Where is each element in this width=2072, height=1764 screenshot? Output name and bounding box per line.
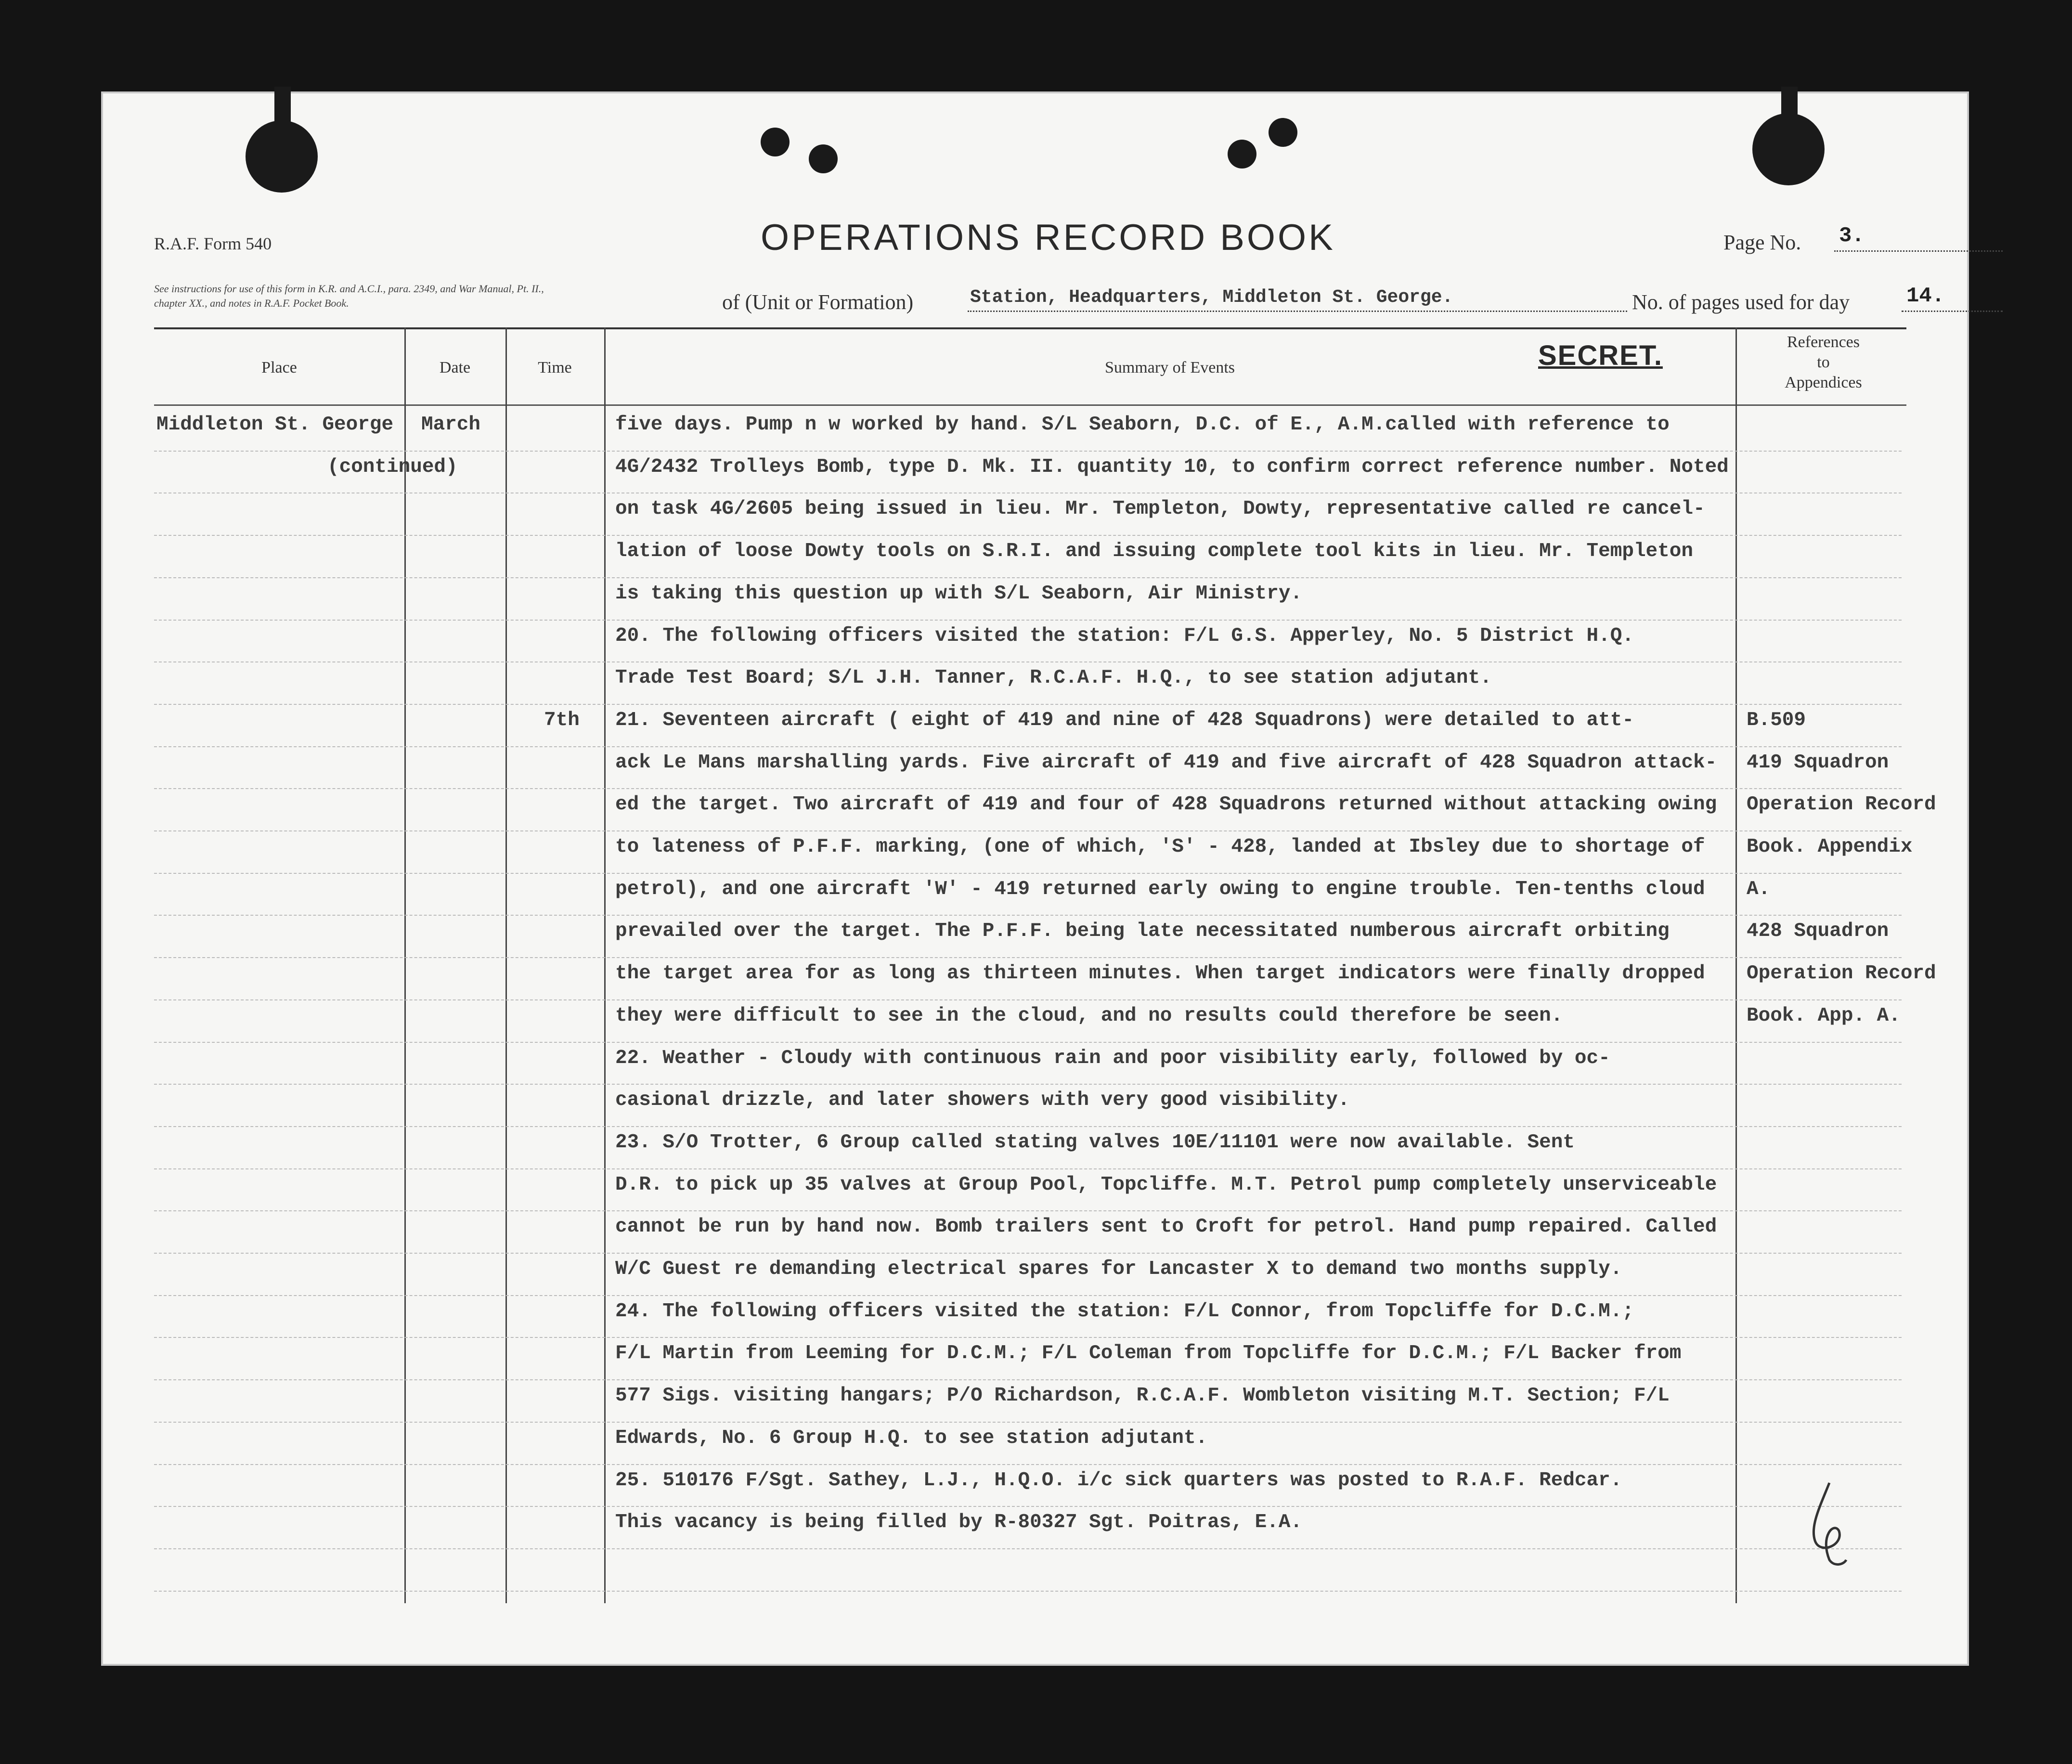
ruled-line: [154, 577, 1902, 578]
ruled-line: [154, 451, 1902, 452]
reference-entry: Book. App. A.: [1747, 1004, 1901, 1027]
summary-line: prevailed over the target. The P.F.F. being late necessitated numberous aircraft orbiting: [615, 920, 1670, 943]
punch-hole: [1228, 140, 1256, 169]
ruled-line: [154, 1337, 1902, 1338]
column-divider: [1735, 327, 1737, 1603]
summary-line: casional drizzle, and later showers with very good visibility.: [615, 1089, 1350, 1112]
classification-stamp: SECRET.: [1538, 340, 1663, 371]
references-header-line: to: [1817, 353, 1830, 371]
place-cell: Middleton St. George: [156, 414, 394, 436]
unit-label: of (Unit or Formation): [722, 290, 914, 314]
summary-line: 20. The following officers visited the station: F/L G.S. Apperley, No. 5 District H.Q.: [615, 624, 1634, 647]
pages-used-line: [1902, 311, 2003, 312]
unit-value: Station, Headquarters, Middleton St. George.: [970, 287, 1453, 308]
ruled-line: [154, 873, 1902, 874]
pages-used-label: No. of pages used for day: [1632, 290, 1850, 314]
ruled-line: [154, 999, 1902, 1000]
summary-line: petrol), and one aircraft 'W' - 419 returned early owing to engine trouble. Ten-tenths cloud: [615, 878, 1705, 900]
summary-line: to lateness of P.F.F. marking, (one of which, 'S' - 428, landed at Ibsley due to shortage of: [615, 836, 1705, 858]
summary-line: 4G/2432 Trolleys Bomb, type D. Mk. II. quantity 10, to confirm correct reference number. Noted: [615, 455, 1729, 478]
summary-line: W/C Guest re demanding electrical spares for Lancaster X to demand two months supply.: [615, 1258, 1622, 1280]
ruled-line: [154, 1126, 1902, 1127]
ruled-line: [154, 1422, 1902, 1423]
table-top-rule: [154, 327, 1906, 329]
summary-line: 23. S/O Trotter, 6 Group called stating valves 10E/11101 were now available. Sent: [615, 1131, 1575, 1154]
ruled-line: [154, 1591, 1902, 1592]
ruled-line: [154, 788, 1902, 789]
summary-line: Edwards, No. 6 Group H.Q. to see station adjutant.: [615, 1427, 1208, 1449]
summary-line: 24. The following officers visited the station: F/L Connor, from Topcliffe for D.C.M.;: [615, 1300, 1634, 1323]
reference-entry: 419 Squadron: [1747, 751, 1889, 774]
reference-entry: Book. Appendix: [1747, 836, 1913, 858]
ruled-line: [154, 1168, 1902, 1169]
column-header-summary: Summary of Events: [1104, 359, 1235, 376]
summary-line: lation of loose Dowty tools on S.R.I. and issuing complete tool kits in lieu. Mr. Templeton: [615, 540, 1693, 563]
summary-line: 22. Weather - Cloudy with continuous rain and poor visibility early, followed by oc-: [615, 1047, 1610, 1069]
page-number-line: [1834, 250, 2003, 252]
reference-entry: A.: [1747, 878, 1771, 900]
ruled-line: [154, 620, 1902, 621]
date-cell: March: [421, 414, 481, 436]
ruled-line: [154, 1084, 1902, 1085]
summary-line: on task 4G/2605 being issued in lieu. Mr. Templeton, Dowty, representative called re cancel-: [615, 498, 1705, 520]
column-header-references: [1735, 332, 1911, 393]
unit-line: [968, 311, 1627, 312]
page-number-value: 3.: [1839, 224, 1865, 248]
form-instructions: See instructions for use of this form in K.R. and A.C.I., para. 2349, and War Manual, Pt. II., chapter XX., and notes in R.A.F. Pocket Book.: [154, 283, 544, 309]
summary-line: five days. Pump n w worked by hand. S/L Seaborn, D.C. of E., A.M.called with reference to: [615, 414, 1670, 436]
ruled-line: [154, 1379, 1902, 1380]
binder-hole-right: [1752, 113, 1825, 185]
ruled-line: [154, 957, 1902, 958]
summary-line: Trade Test Board; S/L J.H. Tanner, R.C.A.F. H.Q., to see station adjutant.: [615, 667, 1492, 689]
pages-used-value: 14.: [1906, 284, 1945, 308]
ruled-line: [154, 1253, 1902, 1254]
page-title: OPERATIONS RECORD BOOK: [761, 217, 1335, 258]
punch-hole: [761, 128, 790, 156]
ruled-line: [154, 1506, 1902, 1507]
summary-line: 25. 510176 F/Sgt. Sathey, L.J., H.Q.O. i/c sick quarters was posted to R.A.F. Redcar.: [615, 1469, 1622, 1492]
ruled-line: [154, 704, 1902, 705]
summary-line: is taking this question up with S/L Seaborn, Air Ministry.: [615, 582, 1303, 605]
page-number-label: Page No.: [1723, 231, 1801, 254]
ruled-line: [154, 1042, 1902, 1043]
summary-line: the target area for as long as thirteen minutes. When target indicators were finally dropped: [615, 962, 1705, 985]
date-cell: (continued): [327, 455, 458, 478]
time-cell: 7th: [544, 709, 580, 731]
column-divider: [404, 327, 406, 1603]
references-header-line: References: [1787, 333, 1860, 351]
summary-line: 577 Sigs. visiting hangars; P/O Richardson, R.C.A.F. Wombleton visiting M.T. Section; F/L: [615, 1385, 1670, 1407]
record-sheet: [101, 91, 1969, 1666]
form-id: R.A.F. Form 540: [154, 234, 272, 253]
summary-line: they were difficult to see in the cloud, and no results could therefore be seen.: [615, 1004, 1563, 1027]
summary-line: ed the target. Two aircraft of 419 and four of 428 Squadrons returned without attacking owing: [615, 793, 1717, 816]
summary-line: F/L Martin from Leeming for D.C.M.; F/L Coleman from Topcliffe for D.C.M.; F/L Backer from: [615, 1342, 1682, 1365]
punch-hole: [1269, 118, 1297, 147]
reference-entry: Operation Record: [1747, 793, 1936, 816]
summary-line: 21. Seventeen aircraft ( eight of 419 and nine of 428 Squadrons) were detailed to att-: [615, 709, 1634, 731]
column-header-time: Time: [538, 359, 572, 376]
handwritten-initial: [1800, 1478, 1858, 1574]
binder-tab-left: [274, 87, 291, 125]
column-divider: [604, 327, 606, 1603]
references-header-line: Appendices: [1785, 374, 1862, 391]
binder-hole-left: [246, 120, 318, 193]
ruled-line: [154, 1295, 1902, 1296]
table-header-rule: [154, 404, 1906, 406]
ruled-line: [154, 830, 1902, 831]
summary-line: This vacancy is being filled by R-80327 Sgt. Poitras, E.A.: [615, 1511, 1303, 1534]
column-header-date: Date: [439, 359, 471, 376]
summary-line: ack Le Mans marshalling yards. Five aircraft of 419 and five aircraft of 428 Squadron attack-: [615, 751, 1717, 774]
summary-line: D.R. to pick up 35 valves at Group Pool, Topcliffe. M.T. Petrol pump completely unserviceable: [615, 1173, 1717, 1196]
ruled-line: [154, 915, 1902, 916]
column-divider: [505, 327, 507, 1603]
ruled-line: [154, 1548, 1902, 1549]
punch-hole: [809, 144, 838, 173]
column-header-place: Place: [261, 359, 297, 376]
reference-entry: 428 Squadron: [1747, 920, 1889, 943]
ruled-line: [154, 746, 1902, 747]
ruled-line: [154, 535, 1902, 536]
reference-entry: B.509: [1747, 709, 1806, 731]
ruled-line: [154, 1210, 1902, 1211]
reference-entry: Operation Record: [1747, 962, 1936, 985]
ruled-line: [154, 1464, 1902, 1465]
summary-line: cannot be run by hand now. Bomb trailers sent to Croft for petrol. Hand pump repaired. Called: [615, 1216, 1717, 1238]
